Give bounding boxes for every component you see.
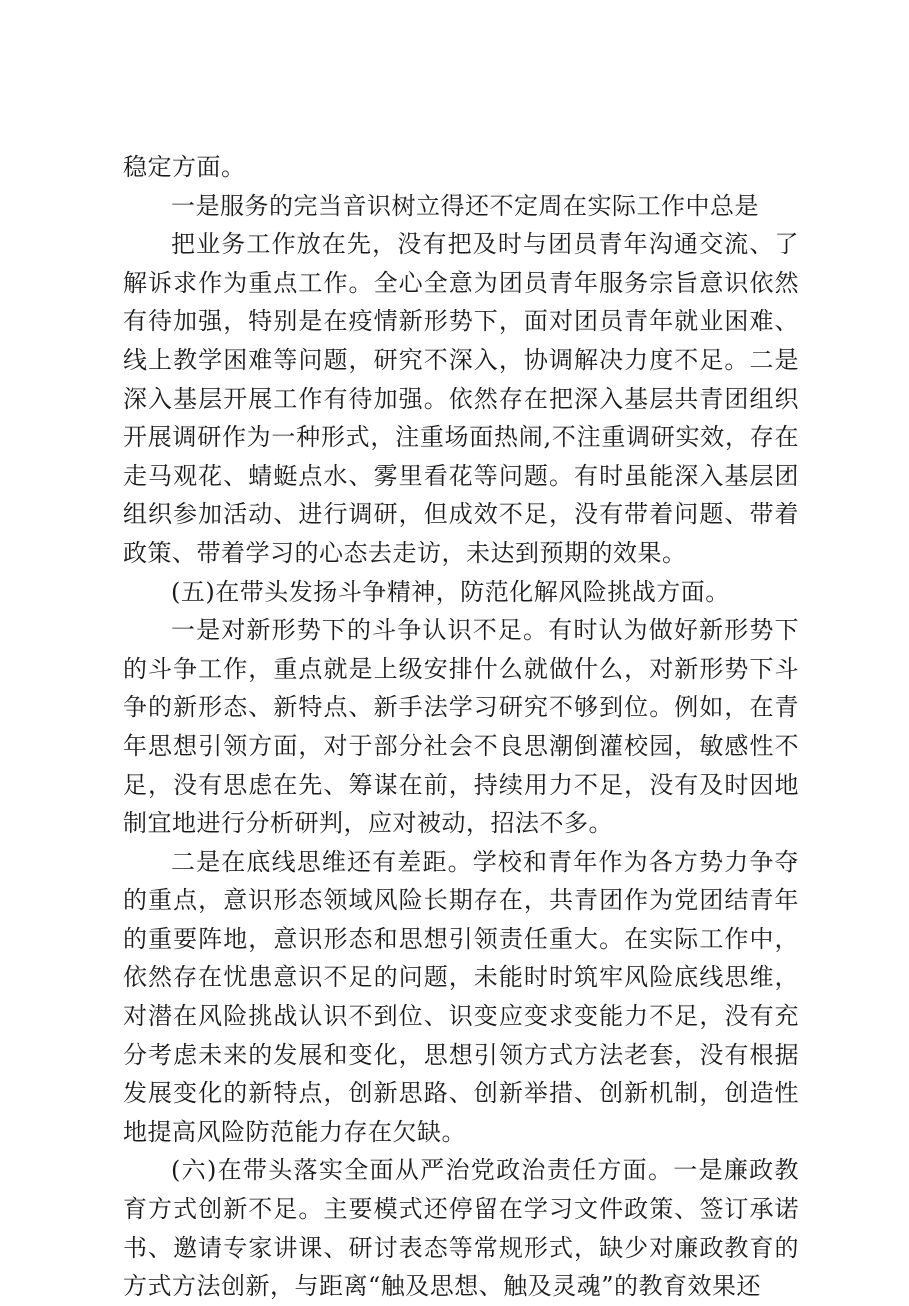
section-heading-5: (五)在带头发扬斗争精神，防范化解风险挑战方面。	[171, 577, 730, 606]
paragraph-1: 稳定方面。	[123, 153, 246, 181]
section-heading-6: (六)在带头落实全面从严治党政治责任方面。一是廉政教育方式创新不足。主要模式还停留在学习文件政策、签订承诺书、邀请专家讲课、研讨表态等常规形式，缺少对廉政教育的方式方法创新，与距离“触及思想、触及灵魂”的教育效果还	[123, 1156, 799, 1301]
paragraph-5: 一是对新形势下的斗争认识不足。有时认为做好新形势下的斗争工作，重点就是上级安排什么就做什么，对新形势下斗争的新形态、新特点、新手法学习研究不够到位。例如，在青年思想引领方面，对于部分社会不良思潮倒灌校园，敏感性不足，没有思虑在先、筹谋在前，持续用力不足，没有及时因地制宜地进行分析研判，应对被动，招法不多。	[123, 616, 799, 838]
paragraph-3: 把业务工作放在先，没有把及时与团员青年沟通交流、了解诉求作为重点工作。全心全意为团员青年服务宗旨意识依然有待加强，特别是在疫情新形势下，面对团员青年就业困难、线上教学困难等问题，研究不深入，协调解决力度不足。二是深入基层开展工作有待加强。依然存在把深入基层共青团组织开展调研作为一种形式，注重场面热闹,不注重调研实效，存在走马观花、蜻蜓点水、雾里看花等问题。有时虽能深入基层团组织参加活动、进行调研，但成效不足，没有带着问题、带着政策、带着学习的心态去走访，未达到预期的效果。	[123, 230, 799, 567]
document-body	[123, 148, 799, 1306]
paragraph-6: 二是在底线思维还有差距。学校和青年作为各方势力争夺的重点，意识形态领域风险长期存在，共青团作为党团结青年的重要阵地，意识形态和思想引领责任重大。在实际工作中，依然存在忧患意识不足的问题，未能时时筑牢风险底线思维，对潜在风险挑战认识不到位、识变应变求变能力不足，没有充分考虑未来的发展和变化，思想引领方式方法老套，没有根据发展变化的新特点，创新思路、创新举措、创新机制，创造性地提高风险防范能力存在欠缺。	[123, 847, 799, 1146]
paragraph-2: 一是服务的完当音识树立得还不定周在实际工作中总是	[171, 191, 759, 220]
